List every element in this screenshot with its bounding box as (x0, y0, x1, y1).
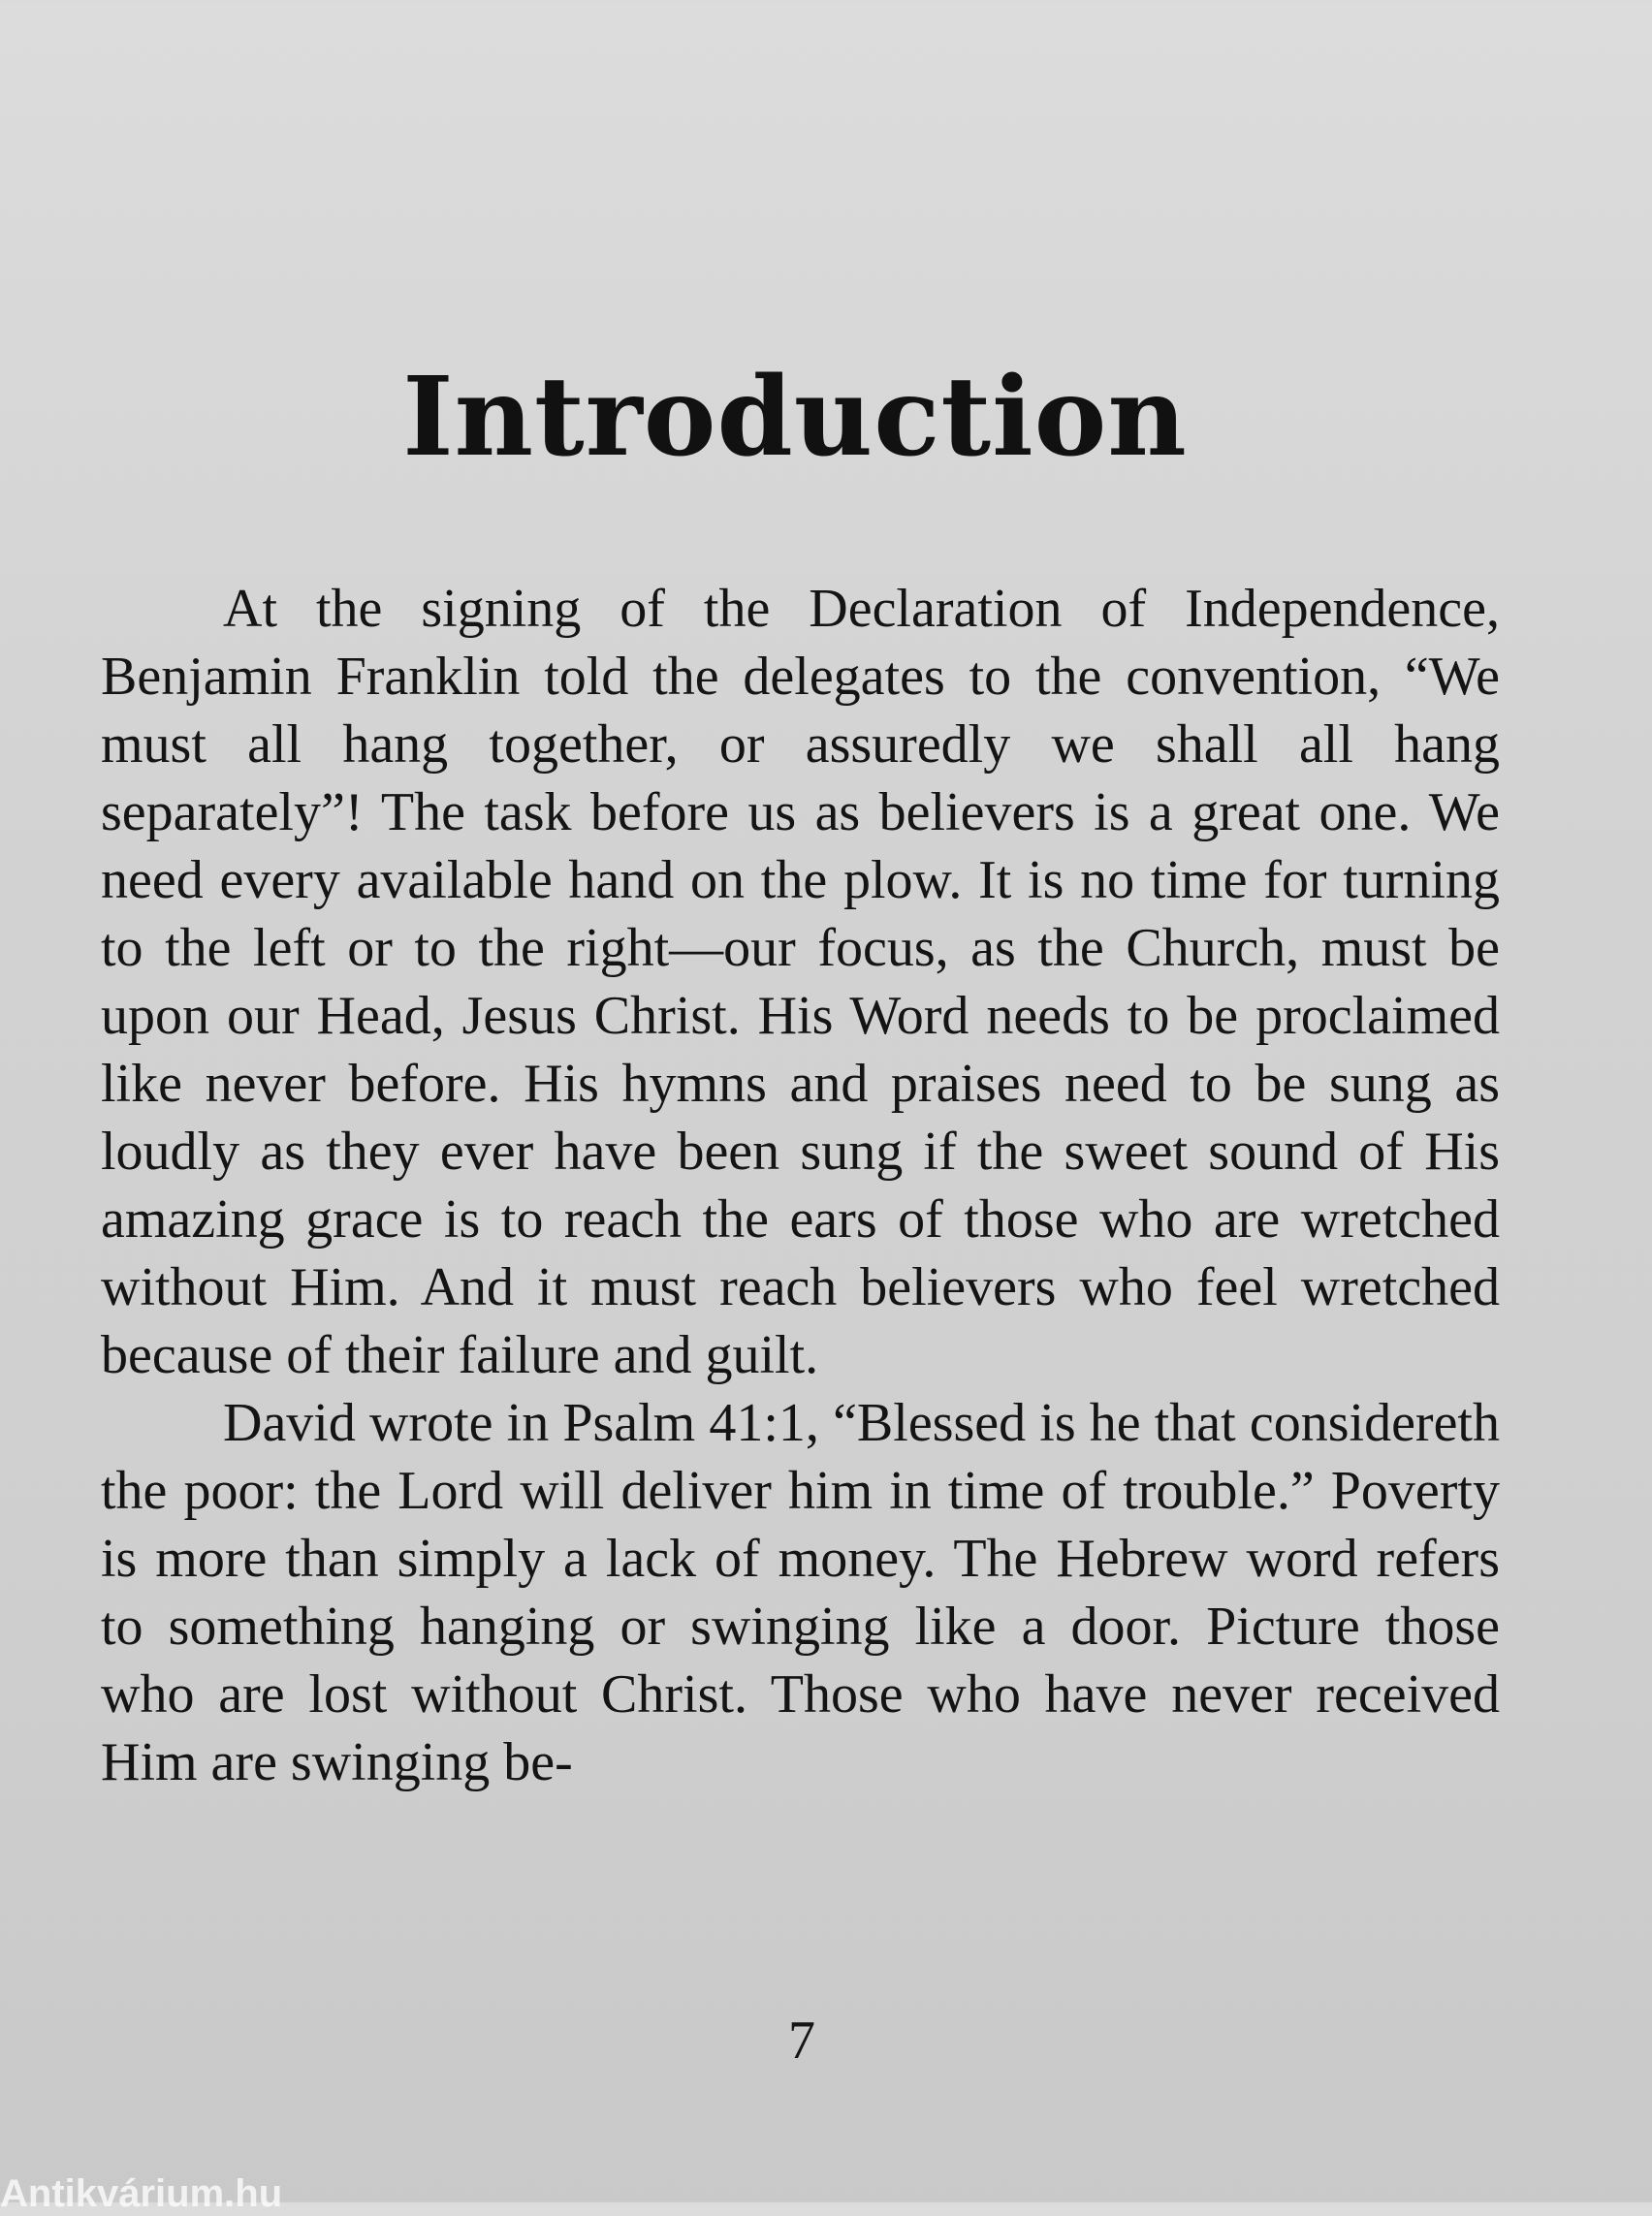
watermark: Antikvárium.hu (0, 2172, 283, 2215)
paragraph-1: At the signing of the Declaration of Independence, Benjamin Franklin told the delegates to the convention, “We must all hang together, or assuredly we shall all hang separately”! The task before us as believers is a great one. We need every available hand on the plow. It is no time for turning to the left or to the right—our focus, as the Church, must be upon our Head, Jesus Christ. His Word needs to be proclaimed like never before. His hymns and praises need to be sung as loudly as they ever have been sung if the sweet sound of His amazing grace is to reach the ears of those who are wretched without Him. And it must reach believers who feel wretched because of their failure and guilt. (101, 579, 1500, 1385)
paragraph-2: David wrote in Psalm 41:1, “Blessed is he that considereth the poor: the Lord will deliver him in time of trouble.” Poverty is more than simply a lack of money. The Hebrew word refers to something hanging or swinging like a door. Picture those who are lost without Christ. Those who have never received Him are swinging be- (101, 1393, 1500, 1792)
body-text (101, 575, 1500, 1796)
page-number: 7 (788, 2010, 815, 2071)
chapter-title: Introduction (402, 354, 1188, 481)
